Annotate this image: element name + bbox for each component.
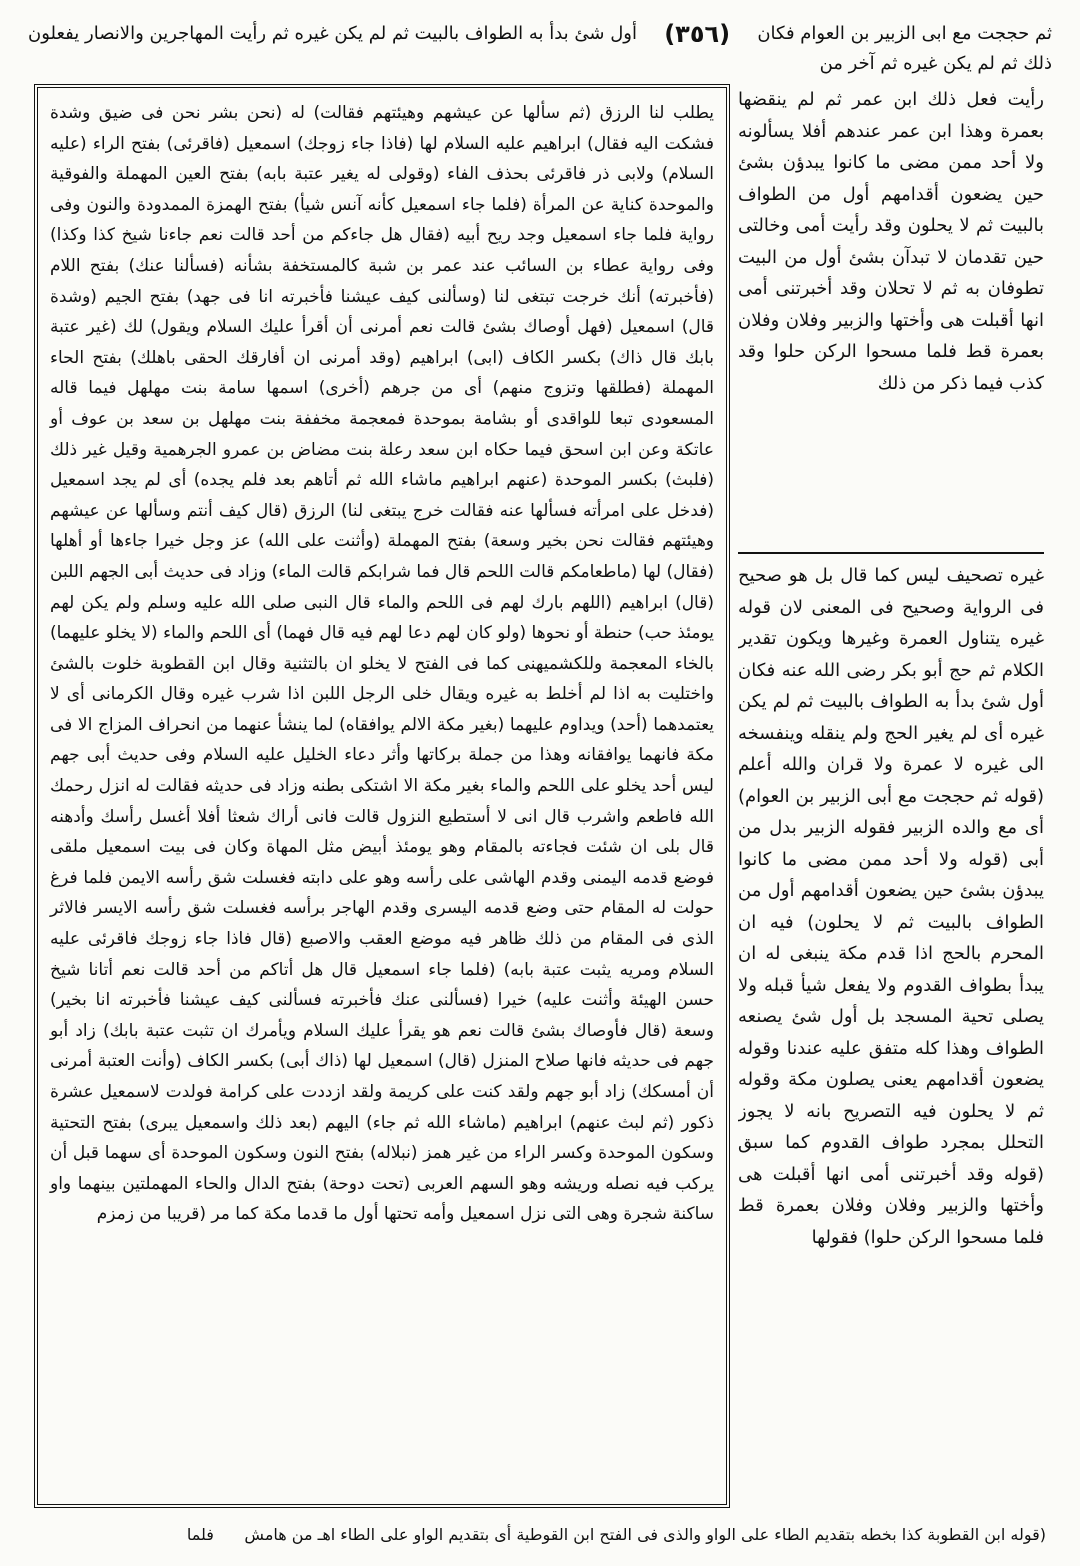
side-divider [738,552,1044,554]
footnote-text: (قوله ابن القطوبة كذا بخطه بتقديم الطاء على الواو والذى فى الفتح ابن القوطية أى بتقديم الواو على الطاء اهـ من هامش [244,1525,1046,1544]
catchword: فلما [186,1525,214,1544]
main-text-frame [34,84,730,1508]
side-paragraph-bottom: غيره تصحيف ليس كما قال بل هو صحيح فى الرواية وصحيح فى المعنى لان قوله غيره يتناول العمرة وغيرها ويكون تقدير الكلام ثم حج أبو بكر رضى الله عنه فكان أول شئ بدأ به الطواف بالبيت ثم لم يكن غيره أى لم يغير الحج ولم ينقله وينفسخه الى غيره لا عمرة ولا قران والله أعلم (قوله ثم حججت مع أبى الزبير بن العوام) أى مع والده الزبير فقوله الزبير بدل من أبى (قوله ولا أحد ممن مضى ما كانوا يبدؤن بشئ حين يضعون أقدامهم أول من الطواف بالبيت ثم لا يحلون) فيه ان المحرم بالحج اذا قدم مكة ينبغى له ان يبدأ بطواف القدوم ولا يفعل شيأ قبله ولا يصلى تحية المسجد بل أول شئ يصنعه الطواف وهذا كله متفق عليه عندنا وقوله يضعون أقدامهم يعنى يصلون مكة وقوله ثم لا يحلون فيه التصريح بانه لا يجوز التحلل بمجرد طواف القدوم كما سبق (قوله وقد أخبرتنى أمى انها أقبلت هى وأختها والزبير وفلان وفلان بعمرة قط فلما مسحوا الركن حلوا) فقولها [738,565,1044,1248]
page-number: (٣٥٦) [664,20,731,48]
header-text-left: أول شئ بدأ به الطواف بالبيت ثم لم يكن غيره ثم رأيت المهاجرين والانصار يفعلون [28,23,637,44]
main-paragraph: يطلب لنا الرزق (ثم سألها عن عيشهم وهيئتهم فقالت) له (نحن بشر نحن فى ضيق وشدة فشكت اليه فقال) ابراهيم عليه السلام لها (فاذا جاء زوجك) اسمعيل (فاقرئى) بفتح الراء (عليه السلام) ولابى ذر فاقرئى بحذف الفاء (وقولى له يغير عتبة بابه) بفتح العين المهملة والفوقية والموحدة كناية عن المرأة (فلما جاء اسمعيل كأنه آنس شيأ) بفتح الهمزة الممدودة والنون وفى رواية فلما جاء اسمعيل وجد ريح أبيه (فقال هل جاءكم من أحد قالت نعم جاءنا شيخ كذا وكذا) وفى رواية عطاء بن السائب عند عمر بن شبة كالمستخفة بشأنه (فسألنا عنك) بفتح اللام (فأخبرته) أنك خرجت تبتغى لنا (وسألنى كيف عيشنا فأخبرته انا فى جهد) بفتح الجيم (وشدة قال) اسمعيل (فهل أوصاك بشئ قالت نعم أمرنى أن أقرأ عليك السلام ويقول) لك (غير عتبة بابك قال ذاك) بكسر الكاف (ابى) ابراهيم (وقد أمرنى ان أفارقك الحقى باهلك) بفتح الحاء المهملة (فطلقها وتزوج منهم) أى من جرهم (أخرى) اسمها سامة بنت مهلهل فيما قاله المسعودى تبعا للواقدى أو بشامة بموحدة فمعجمة مخففة بنت مهلهل بن سعد بن عوف أو عاتكة وعن ابن اسحق فيما حكاه ابن سعد رعلة بنت مضاض بن عمرو الجرهمية وقيل غير ذلك (فلبث) بكسر الموحدة (عنهم ابراهيم ماشاء الله ثم أتاهم بعد فلم يجده) أى لم يجد اسمعيل (فدخل على امرأته فسألها عنه فقالت خرج يبتغى لنا) الرزق (قال كيف أنتم وسألها عن عيشهم وهيئتهم فقالت نحن بخير وسعة) بفتح المهملة (وأثنت على الله) عز وجل خيرا جاءها أو أهلها (فقال) لها (ماطعامكم قالت اللحم قال فما شرابكم قالت الماء) وزاد فى حديث أبى الجهم اللبن (قال) ابراهيم (اللهم بارك لهم فى اللحم والماء قال النبى صلى الله عليه وسلم ولم يكن لهم يومئذ حب) حنطة أو نحوها (ولو كان لهم دعا لهم فيه قال فهما) أى اللحم والماء (لا يخلو عليهما) بالخاء المعجمة وللكشميهنى كما فى الفتح لا يخلو ان بالتثنية وقال ابن القطوبة خلوت بالشئ واختليت به اذا لم أخلط به غيره ويقال خلى الرجل اللبن اذا شرب غيره وقال الكرمانى أى لا يعتمدهما (أحد) ويداوم عليهما (بغير مكة الالم يوافقاه) لما ينشأ عنهما من انحراف المزاج الا فى مكة فانهما يوافقانه وهذا من جملة بركاتها وأثر دعاء الخليل عليه السلام وفى حديث أبى جهم ليس أحد يخلو على اللحم والماء بغير مكة الا اشتكى بطنه وزاد فى حديثه فقالت له انزل رحمك الله فاطعم واشرب قال انى لا أستطيع النزول قالت فانى أراك شعثا أفلا أغسل رأسك وأدهنه قال بلى ان شئت فجاءته بالمقام وهو يومئذ أبيض مثل المهاة وكان فى بيت اسمعيل ملقى فوضع قدمه اليمنى وقدم الهاشى على رأسه وهو على دابته فغسلت شق رأسه الايمن فلما فرغ حولت له المقام حتى وضع قدمه اليسرى وقدم الهاجر برأسه فغسلت شق رأسه الايسر فالاثر الذى فى المقام من ذلك ظاهر فيه موضع العقب والاصبع (قال فاذا جاء زوجك فاقرئى عليه السلام ومريه يثبت عتبة بابه) (فلما جاء اسمعيل قال هل أتاكم من أحد قالت نعم أتانا شيخ حسن الهيئة وأثنت عليه) خيرا (فسألنى عنك فأخبرته فسألنى كيف عيشنا فأخبرته انا بخير) وسعة (قال فأوصاك بشئ قالت نعم هو يقرأ عليك السلام ويأمرك ان تثبت عتبة بابك) زاد أبو جهم فى حديثه فانها صلاح المنزل (قال) اسمعيل لها (ذاك أبى) بكسر الكاف (وأنت العتبة أمرنى أن أمسكك) زاد أبو جهم ولقد كنت على كريمة ولقد ازددت على كرامة فولدت لاسمعيل عشرة ذكور (ثم لبث عنهم) ابراهيم (ماشاء الله ثم جاء) اليهم (بعد ذلك واسمعيل يبرى) بفتح التحتية وسكون الموحدة وكسر الراء من غير همز (نبلاله) بفتح النون وسكون الموحدة أى سهما قبل أن يركب فيه نصله وريشه وهو السهم العربى (تحت دوحة) بفتح الدال والحاء المهملتين بينهما واو ساكنة شجرة وهى التى نزل اسمعيل وأمه تحتها أول ما قدما مكة كما مر (قريبا من زمزم [50,103,714,1225]
page-header [28,20,1052,78]
side-column-bottom [738,560,1044,1508]
header-text-right: ثم حججت مع ابى الزبير بن العوام فكان [757,23,1052,44]
side-column-top [738,84,1044,548]
footnote [34,1520,1046,1554]
side-paragraph-top: رأيت فعل ذلك ابن عمر ثم لم ينقضها بعمرة وهذا ابن عمر عندهم أفلا يسألونه ولا أحد ممن مضى ما كانوا يبدؤن بشئ حين يضعون أقدامهم أول من الطواف بالبيت ثم لا يحلون وقد رأيت أمى وخالتى حين تقدمان لا تبدآن بشئ أول من البيت تطوفان به ثم لا تحلان وقد أخبرتنى أمى انها أقبلت هى وأختها والزبير وفلان وفلان بعمرة قط فلما مسحوا الركن حلوا وقد كذب فيما ذكر من ذلك [738,89,1044,394]
header-line-2: ذلك ثم لم يكن غيره ثم آخر من [819,53,1052,74]
header-line-1 [28,20,1052,48]
